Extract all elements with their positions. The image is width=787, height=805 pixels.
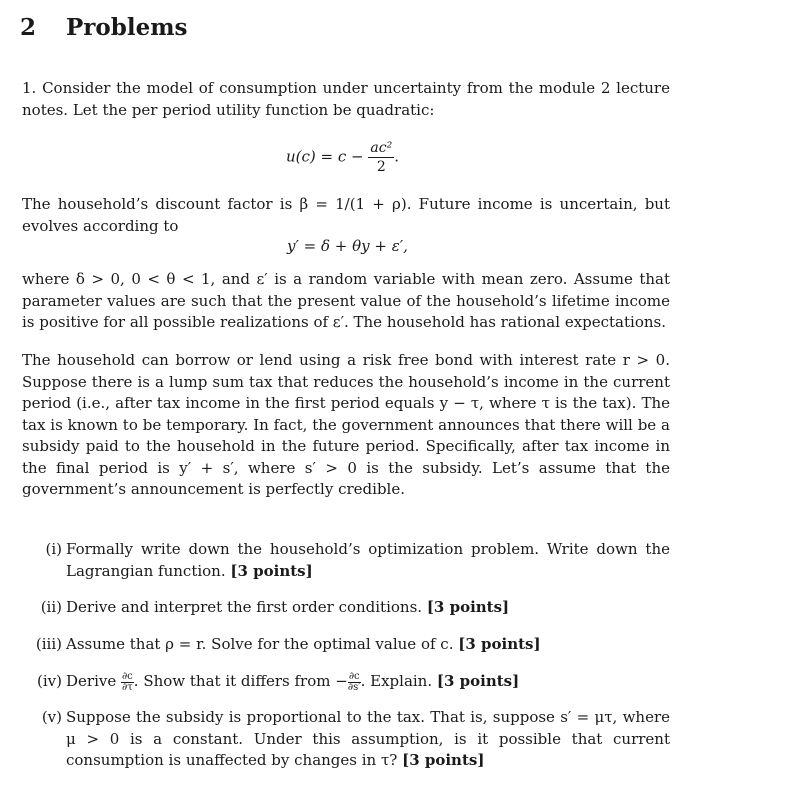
utility-end: .: [394, 147, 399, 166]
question-text-pre: Derive: [66, 672, 117, 690]
question-label: (ii): [40, 598, 62, 616]
question-label: (iii): [35, 635, 62, 653]
question-points: [3 points]: [230, 561, 313, 580]
section-title: Problems: [66, 14, 188, 41]
problem-intro: [22, 78, 670, 121]
derivative-c-tau: [121, 672, 134, 693]
utility-equation: [286, 139, 399, 176]
question-points: [3 points]: [458, 635, 541, 653]
intro-text: Consider the model of consumption under uncertainty from the module 2 lecture notes. Let the per period utility function be quadratic:: [22, 79, 670, 119]
question-text: Suppose the subsidy is proportional to the tax. That is, suppose s′ = μτ, where μ > 0 is a constant. Under this assumption, is it possible that current consumption is unaffected by changes in τ?: [66, 708, 670, 769]
utility-denominator: 2: [376, 159, 386, 175]
question-text: Formally write down the household’s optimization problem. Write down the Lagrangian function.: [66, 540, 670, 580]
question-points: [3 points]: [436, 672, 520, 690]
utility-fraction: [368, 139, 394, 176]
policy-paragraph: The household can borrow or lend using a risk free bond with interest rate r > 0. Suppose there is a lump sum tax that reduces the household’s income in the current period (i.e., after tax income in the first period equals y − τ, where τ is the tax). The tax is known to be temporary. In fact, the government announces that there will be a subsidy paid to the household in the future period. Specifically, after tax income in the final period is y′ + s′, where s′ > 0 is the subsidy. Let’s assume that the government’s announcement is perfectly credible.: [22, 351, 670, 498]
income-equation: y′ = δ + θy + ε′,: [287, 237, 408, 255]
section-heading: [20, 14, 188, 41]
question-points: [3 points]: [402, 751, 485, 769]
problem-number: 1.: [22, 79, 37, 97]
discount-paragraph: The household’s discount factor is β = 1/(1 + ρ). Future income is uncertain, but evolves according to: [22, 195, 670, 235]
question-text-post: . Explain.: [360, 672, 433, 690]
derivative-denominator: ∂τ: [122, 681, 133, 693]
question-text-mid: . Show that it differs from −: [133, 672, 348, 690]
question-label: (i): [45, 540, 62, 558]
utility-lhs: u(c) = c −: [286, 147, 364, 166]
utility-numerator: ac²: [370, 140, 393, 156]
derivative-numerator: ∂c: [348, 670, 360, 682]
assumptions-paragraph: where δ > 0, 0 < θ < 1, and ε′ is a random variable with mean zero. Assume that parameter values are such that the present value of the household’s lifetime income is positive for all possible realizations of ε′. The household has rational expectations.: [22, 270, 670, 331]
question-text: Assume that ρ = r. Solve for the optimal value of c.: [66, 635, 454, 653]
question-text: Derive and interpret the first order conditions.: [66, 598, 423, 616]
derivative-numerator: ∂c: [122, 670, 133, 682]
section-number: 2: [20, 14, 37, 41]
question-points: [3 points]: [426, 598, 510, 616]
derivative-denominator: ∂s′: [347, 681, 361, 693]
question-label: (iv): [37, 672, 62, 690]
derivative-c-s: [348, 672, 361, 693]
question-label: (v): [41, 708, 62, 726]
